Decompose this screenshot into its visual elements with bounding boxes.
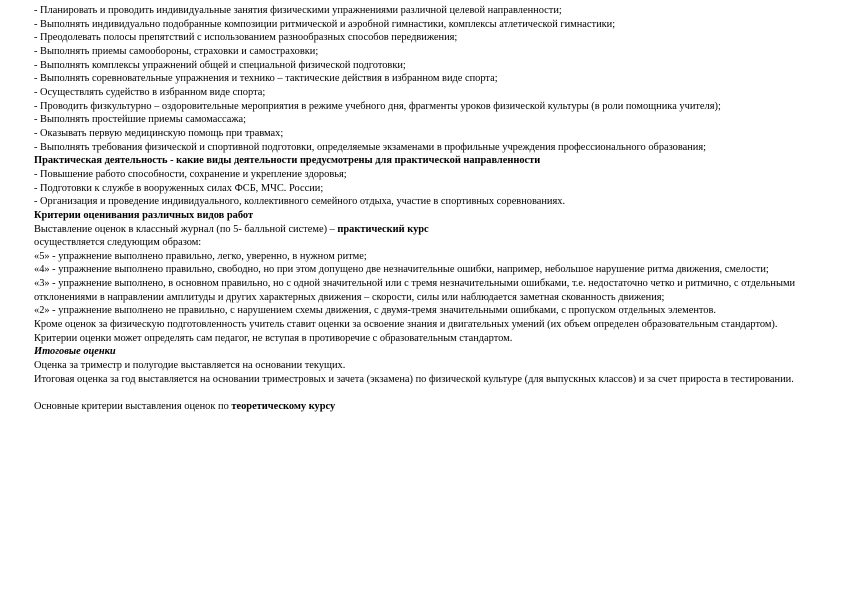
- grade-criterion: «2» - упражнение выполнено не правильно, с нарушением схемы движения, с двумя-тремя значительными ошибками, с пропуском отдельных элементов.: [34, 305, 716, 317]
- besides-paragraph: Кроме оценок за физическую подготовленность учитель ставит оценки за освоение знания и двигательных умений (их объем определен образовательным стандартом). Критерии оценки может определять сам педагог, не вступая в противоречие с образовательным стандартом.: [34, 319, 778, 344]
- bullet-item: - Выполнять соревновательные упражнения и технико – тактические действия в избранном виде спорта;: [34, 73, 498, 85]
- journal-line: [34, 223, 810, 237]
- carried-out-line: осуществляется следующим образом:: [34, 237, 202, 249]
- blank-line: [34, 386, 810, 400]
- grade-criterion: «5» - упражнение выполнено правильно, легко, уверенно, в нужном ритме;: [34, 250, 367, 262]
- grade-criterion: «3» - упражнение выполнено, в основном правильно, но с одной значительной или с тремя незначительными ошибками, т.е. недостаточно четко и ритмично, с отдельными отклонениями в направлении амплитуды и других характерных движения – скорости, силы или наблюдается заметная скованность движения;: [34, 278, 796, 303]
- bullet-item: - Выполнять индивидуально подобранные композиции ритмической и аэробной гимнастики, комплексы атлетической гимнастики;: [34, 18, 616, 30]
- bullet-item: - Выполнять требования физической и спортивной подготовки, определяемые экзаменами в профильные учреждения профессионального образования;: [34, 141, 707, 153]
- bullet-item: - Осуществлять судейство в избранном виде спорта;: [34, 86, 266, 98]
- theory-course-label: теоретическому курсу: [231, 401, 336, 413]
- document-text: [34, 4, 810, 414]
- theory-line: [34, 400, 810, 414]
- practice-heading: Практическая деятельность - какие виды деятельности предусмотрены для практической направленности: [34, 155, 541, 167]
- grade-criterion: «4» - упражнение выполнено правильно, свободно, но при этом допущено две незначительные ошибки, например, небольшое нарушение ритма движения, смелости;: [34, 264, 769, 276]
- final-grades-heading: Итоговые оценки: [34, 346, 116, 358]
- practical-course-label: практический курс: [337, 223, 429, 235]
- final-grades-line: Оценка за триместр и полугодие выставляется на основании текущих.: [34, 360, 346, 372]
- bullet-item: - Планировать и проводить индивидуальные занятия физическими упражнениями различной целевой направленности;: [34, 5, 562, 16]
- theory-line-text: Основные критерии выставления оценок по: [34, 401, 232, 413]
- journal-line-text: Выставление оценок в классный журнал (по 5- балльной системе) –: [34, 223, 338, 235]
- bullet-item: - Выполнять простейшие приемы самомассажа;: [34, 114, 247, 126]
- bullet-item: - Преодолевать полосы препятствий с использованием разнообразных способов передвижения;: [34, 32, 458, 44]
- bullet-item: - Оказывать первую медицинскую помощь при травмах;: [34, 127, 284, 139]
- practice-item: - Повышение работо способности, сохранение и укрепление здоровья;: [34, 168, 347, 180]
- practice-item: - Организация и проведение индивидуального, коллективного семейного отдыха, участие в спортивных соревнованиях.: [34, 196, 566, 208]
- bullet-item: - Выполнять комплексы упражнений общей и специальной физической подготовки;: [34, 59, 406, 71]
- final-grades-line: Итоговая оценка за год выставляется на основании триместровых и зачета (экзамена) по физической культуре (для выпускных классов) и за счет прироста в тестировании.: [34, 373, 794, 385]
- practice-item: - Подготовки к службе в вооруженных силах ФСБ, МЧС. России;: [34, 182, 324, 194]
- criteria-heading: Критерии оценивания различных видов работ: [34, 209, 254, 221]
- bullet-item: - Выполнять приемы самообороны, страховки и самостраховки;: [34, 45, 319, 57]
- bullet-item: - Проводить физкультурно – оздоровительные мероприятия в режиме учебного дня, фрагменты уроков физической культуры (в роли помощника учителя);: [34, 100, 721, 112]
